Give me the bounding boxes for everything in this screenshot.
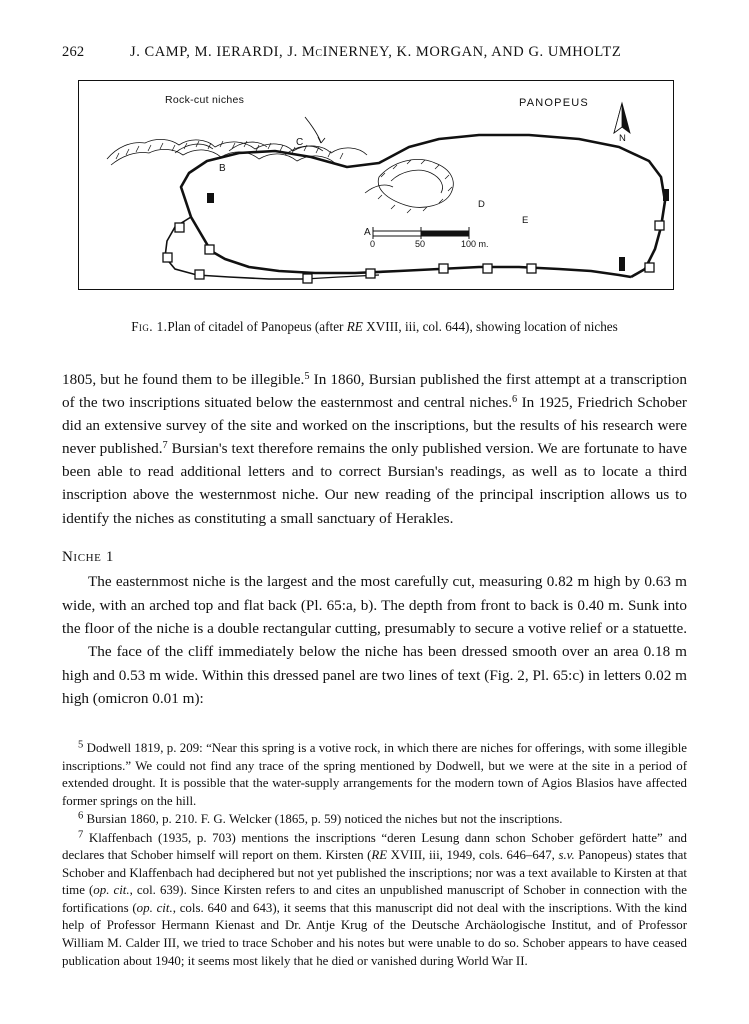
map-label-north: N <box>619 133 626 144</box>
running-head <box>62 44 687 61</box>
footnotes <box>62 740 687 971</box>
figure-caption <box>62 318 687 335</box>
footnote-text-6: Bursian 1860, p. 210. F. G. Welcker (1865, p. 59) noticed the niches but not the inscriptions. <box>86 812 563 827</box>
paragraph-2: The easternmost niche is the largest and the most carefully cut, measuring 0.82 m high by 0.63 m wide, with an arched top and flat back (Pl. 65:a, b). The depth from front to back is 0.40 m. Sunk into the floor of the niche is a double rectangular cutting, presumably to secure a votive relief or a statuette. <box>62 573 687 637</box>
footnote-text-7: Klaffenbach (1935, p. 703) mentions the inscriptions “deren Lesung dann schon Schober gefördert hatte” and declares that Schober himself will report on them. Kirsten (RE XVIII, iii, 1949, cols. 646–647, s.v. Panopeus) states that Schober and Klaffenbach had deciphered but not yet published the inscriptions; nor was a text available to Kirsten at that time (op. cit., col. 639). Since Kirsten refers to and cites an unpublished manuscript of Schober in connection with the fortifications (op. cit., cols. 640 and 643), it seems that this manuscript did not deal with the inscriptions. With the kind help of Professor Hermann Kienast and Dr. Antje Krug of the Deutsche Archäologische Institut, and of Professor William M. Calder III, we tried to trace Schober and his notes but were unable to do so. Schober appears to have ceased publication about 1940; it seems most likely that he died or vanished during World War II. <box>62 830 687 968</box>
page-number: 262 <box>62 44 85 60</box>
scale-label-end: 100 m. <box>461 239 489 249</box>
map-label-panopeus: PANOPEUS <box>519 97 589 109</box>
scale-label-zero: 0 <box>370 239 376 249</box>
footnote-marker-6: 6 <box>78 810 84 822</box>
map-label-e: E <box>522 215 529 226</box>
map-label-c: C <box>296 137 304 148</box>
paragraph-1: 1805, but he found them to be illegible.$^5$ In 1860, Bursian published the first attempt at a transcription of the two inscriptions situated below the easternmost and central niches.$^6$ In 1925, Friedrich Schober did an extensive survey of the site and worked on the inscriptions, but the results of his research were never published.$^7$ Bursian's text therefore remains the only published version. We are fortunate to have been able to read additional letters and to correct Bursian's readings, as well as to locate a third inscription above the westernmost niche. Our new reading of the principal inscription allows us to identify the niches as constituting a small sanctuary of Herakles. <box>62 370 687 527</box>
figure-caption-italic: RE <box>346 319 363 334</box>
map-label-rock-cut-niches: Rock-cut niches <box>165 94 245 106</box>
footnote-5 <box>62 740 687 810</box>
map-label-a: A <box>364 227 371 238</box>
north-arrow <box>614 103 630 133</box>
figure-1 <box>78 80 674 290</box>
figure-caption-text-before: Plan of citadel of Panopeus (after <box>167 319 347 334</box>
body-text <box>62 368 687 711</box>
map-label-b: B <box>219 163 226 174</box>
scale-bar <box>373 227 469 239</box>
figure-frame <box>78 80 674 290</box>
figure-caption-label: Fig. 1. <box>131 319 168 334</box>
map-label-d: D <box>478 199 485 210</box>
footnote-6 <box>62 811 687 829</box>
footnote-text-5: Dodwell 1819, p. 209: “Near this spring is a votive rock, in which there are niches for offerings, with some illegible inscriptions.” We could not find any trace of the spring mentioned by Dodwell, but we were at the site in a period of extended drought. It is possible that the water-supply arrangements for the modern town of Agios Blasios have affected former springs on the hill. <box>62 741 687 808</box>
header-authors: J. CAMP, M. IERARDI, J. McINERNEY, K. MORGAN, AND G. UMHOLTZ <box>130 44 622 60</box>
footnote-marker-7: 7 <box>78 829 84 841</box>
figure-caption-text-after: XVIII, iii, col. 644), showing location of niches <box>362 319 618 334</box>
panopeus-plan-map <box>79 81 673 287</box>
paragraph-3: The face of the cliff immediately below the niche has been dressed smooth over an area 0.18 m high and 0.53 m wide. Within this dressed panel are two lines of text (Fig. 2, Pl. 65:c) in letters 0.02 m high (omicron 0.01 m): <box>62 643 687 707</box>
footnote-7 <box>62 830 687 970</box>
scale-label-mid: 50 <box>415 239 426 249</box>
footnote-marker-5: 5 <box>78 739 84 751</box>
section-heading-niche-1: Niche 1 <box>62 548 114 565</box>
